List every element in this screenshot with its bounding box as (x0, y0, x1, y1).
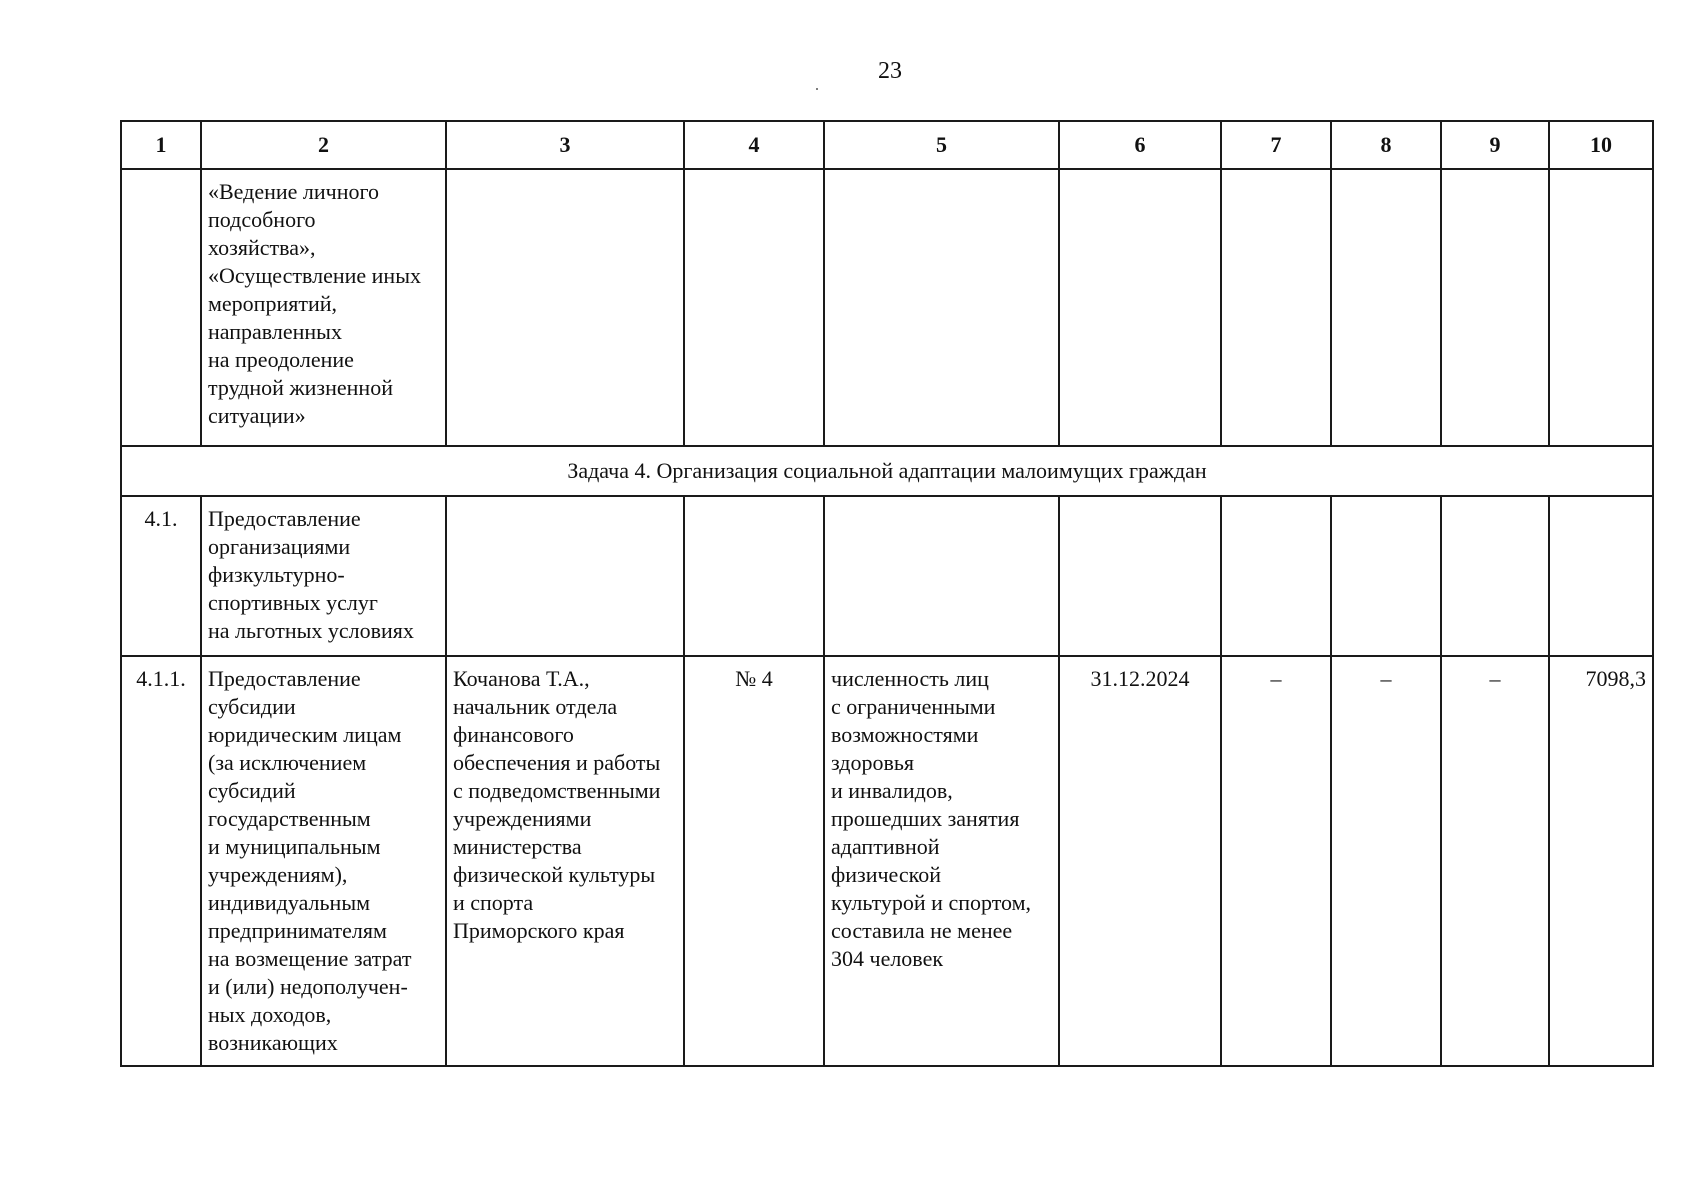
row-number: 4.1. (121, 496, 201, 656)
header-col-8: 8 (1331, 121, 1441, 169)
header-col-5: 5 (824, 121, 1059, 169)
header-col-10: 10 (1549, 121, 1653, 169)
scan-speck (816, 88, 818, 90)
row-title: Предоставление организациями физкультурно- спортивных услуг на льготных условиях (201, 496, 446, 656)
cell-empty (824, 169, 1059, 446)
header-col-9: 9 (1441, 121, 1549, 169)
row-col-10: 7098,3 (1549, 656, 1653, 1066)
row-col-7: – (1221, 656, 1331, 1066)
task-heading: Задача 4. Организация социальной адаптации малоимущих граждан (121, 446, 1653, 496)
row-title: Предоставление субсидии юридическим лицам (за исключением субсидий государственным и муниципальным учреждениям), индивидуальным предпринимателям на возмещение затрат и (или) недополучен- ных доходов, возникающих (201, 656, 446, 1066)
cell-empty (446, 496, 684, 656)
cell-empty (1221, 169, 1331, 446)
cell-empty (1549, 496, 1653, 656)
task-row (121, 446, 1653, 496)
cell-empty (1059, 169, 1221, 446)
row-result: численность лиц с ограниченными возможностями здоровья и инвалидов, прошедших занятия адаптивной физической культурой и спортом, составила не менее 304 человек (824, 656, 1059, 1066)
program-table (120, 120, 1654, 1067)
cell-empty (446, 169, 684, 446)
cell-empty (1059, 496, 1221, 656)
cell-empty (1549, 169, 1653, 446)
header-col-2: 2 (201, 121, 446, 169)
cell-empty (1441, 169, 1549, 446)
header-col-7: 7 (1221, 121, 1331, 169)
page-number: 23 (878, 58, 902, 84)
row-col-8: – (1331, 656, 1441, 1066)
header-col-4: 4 (684, 121, 824, 169)
cell-empty (1331, 169, 1441, 446)
table-row-continuation (121, 169, 1653, 446)
cell-empty (684, 496, 824, 656)
header-col-6: 6 (1059, 121, 1221, 169)
cell-empty (684, 169, 824, 446)
row-number: 4.1.1. (121, 656, 201, 1066)
row-date: 31.12.2024 (1059, 656, 1221, 1066)
cell-continuation-text: «Ведение личного подсобного хозяйства», «Осуществление иных мероприятий, направленных на преодоление трудной жизненной ситуации» (201, 169, 446, 446)
table-row-4-1 (121, 496, 1653, 656)
row-responsible: Кочанова Т.А., начальник отдела финансового обеспечения и работы с подведомственными учреждениями министерства физической культуры и спорта Приморского края (446, 656, 684, 1066)
header-col-1: 1 (121, 121, 201, 169)
cell-empty (824, 496, 1059, 656)
row-col-4: № 4 (684, 656, 824, 1066)
header-row (121, 121, 1653, 169)
header-col-3: 3 (446, 121, 684, 169)
row-col-9: – (1441, 656, 1549, 1066)
table-row-4-1-1 (121, 656, 1653, 1066)
cell-empty (1221, 496, 1331, 656)
cell-empty (1441, 496, 1549, 656)
cell-empty (121, 169, 201, 446)
cell-empty (1331, 496, 1441, 656)
